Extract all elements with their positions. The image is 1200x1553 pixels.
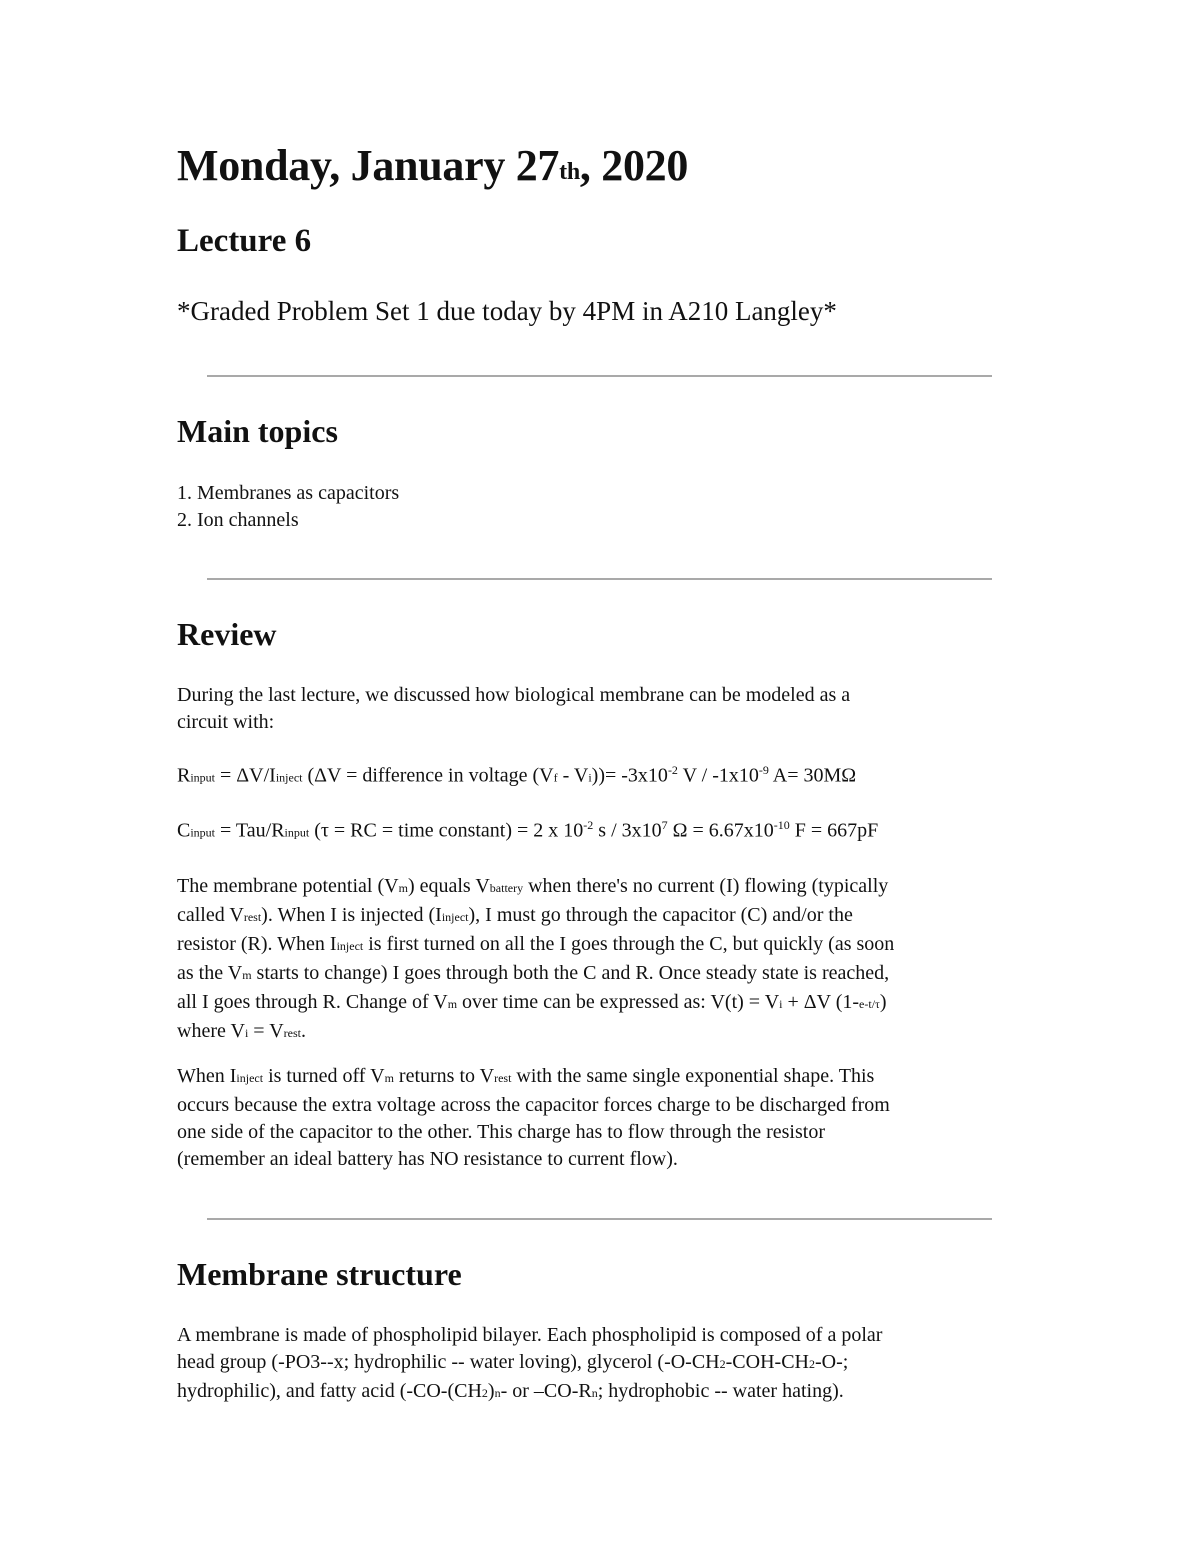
review-intro	[177, 682, 1037, 736]
lecture-heading: Lecture 6	[177, 223, 312, 259]
divider	[207, 578, 992, 580]
membrane-potential-paragraph: The membrane potential (Vm) equals Vbattery when there's no current (I) flowing (typically called Vrest). When I is injected (Iinject), I must go through the capacitor (C) and/or the resistor (R). When Iinject is first turned on all the I goes through the C, but quickly (as soon as the Vm starts to change) I goes through both the C and R. Once steady state is reached, all I goes through R. Change of Vm over time can be expressed as: V(t) = Vi + ΔV (1-e-t/τ) where Vi = Vrest.	[177, 875, 895, 1042]
review-heading: Review	[177, 616, 277, 652]
title-date: Monday, January 27	[177, 141, 560, 190]
list-item: 1. Membranes as capacitors	[177, 482, 400, 504]
title-ordinal-suffix: th	[559, 159, 580, 185]
input-capacitance-equation: Cinput = Tau/Rinput (τ = RC = time constant) = 2 x $10^{-2}$ s / $3x10^7$ $\Omega = 6.67x10^{-10}$ F = 667pF	[177, 818, 879, 842]
divider	[207, 1218, 992, 1220]
due-date-note: *Graded Problem Set 1 due today by 4PM in A210 Langley*	[177, 296, 837, 326]
title-year: , 2020	[579, 141, 689, 190]
membrane-structure-paragraph: A membrane is made of phospholipid bilayer. Each phospholipid is composed of a polar head group (-PO3--x; hydrophilic -- water loving), glycerol (-O-CH2-COH-CH2-O-; hydrophilic), and fatty acid (-CO-(CH2)n- or –CO-Rn; hydrophobic -- water hating).	[177, 1324, 883, 1402]
page-title	[177, 140, 688, 191]
membrane-structure-heading: Membrane structure	[177, 1256, 462, 1292]
text-line: During the last lecture, we discussed how biological membrane can be modeled as a	[177, 684, 851, 706]
list-item: 2. Ion channels	[177, 509, 299, 531]
discharge-paragraph: When Iinject is turned off Vm returns to Vrest with the same single exponential shape. This occurs because the extra voltage across the capacitor forces charge to be discharged from one side of the capacitor to the other. This charge has to flow through the resistor (remember an ideal battery has NO resistance to current flow).	[177, 1065, 890, 1170]
main-topics-heading: Main topics	[177, 413, 338, 449]
text-line: circuit with:	[177, 711, 275, 733]
divider	[207, 375, 992, 377]
main-topics-list	[177, 480, 399, 534]
input-resistance-equation: Rinput = ΔV/Iinject (ΔV = difference in voltage $(Vf - Vi))= -3x10^{-2}$ V / $-1x10^{-9}$ A= 30MΩ	[177, 763, 857, 787]
